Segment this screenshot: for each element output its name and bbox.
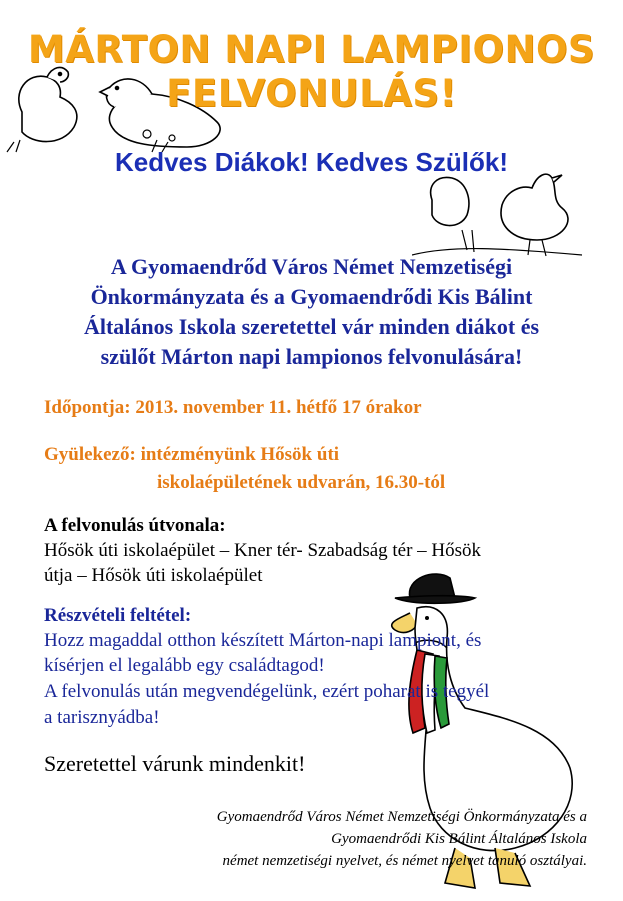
gathering-line-1: Gyülekező: intézményünk Hősök úti: [44, 444, 340, 465]
footer-line-1: Gyomaendrőd Város Német Nemzetiségi Önkormányzata és a: [216, 809, 587, 825]
route-heading: A felvonulás útvonala:: [44, 515, 226, 536]
requirement-line-2: kísérjen el legalább egy családtagod!: [44, 655, 325, 676]
intro-text: [40, 252, 583, 372]
requirement-line-4: a tarisznyádba!: [44, 707, 160, 728]
requirement-line-3: A felvonulás után megvendégelünk, ezért poharat is tegyél: [44, 681, 490, 702]
route-line-2: útja – Hősök úti iskolaépület: [44, 565, 263, 586]
intro-line-1: A Gyomaendrőd Város Német Nemzetiségi: [110, 254, 513, 279]
closing-text: Szeretettel várunk mindenkit!: [44, 751, 306, 776]
footer-line-3: német nemzetiségi nyelvet, és német nyelvet tanuló osztályai.: [222, 853, 587, 869]
intro-line-4: szülőt Márton napi lampionos felvonulására!: [100, 344, 523, 369]
title-line-2: FELVONULÁS!: [166, 72, 457, 115]
poster-title: [0, 28, 623, 116]
gathering-line-2: iskolaépületének udvarán, 16.30-tól: [157, 472, 446, 493]
title-line-1: MÁRTON NAPI LAMPIONOS: [27, 28, 596, 71]
route-line-1: Hősök úti iskolaépület – Kner tér- Szabadság tér – Hősök: [44, 540, 482, 561]
requirement-line-1: Hozz magaddal otthon készített Márton-napi lampiont, és: [44, 630, 482, 651]
event-date: Időpontja: 2013. november 11. hétfő 17 órakor: [44, 397, 422, 418]
footer-line-2: Gyomaendrődi Kis Bálint Általános Iskola: [331, 831, 587, 847]
requirement-heading: Részvételi feltétel:: [44, 605, 192, 626]
intro-line-3: Általános Iskola szeretettel vár minden diákot és: [83, 314, 540, 339]
greeting: Kedves Diákok! Kedves Szülők!: [114, 147, 509, 177]
intro-line-2: Önkormányzata és a Gyomaendrődi Kis Bálint: [90, 284, 533, 309]
